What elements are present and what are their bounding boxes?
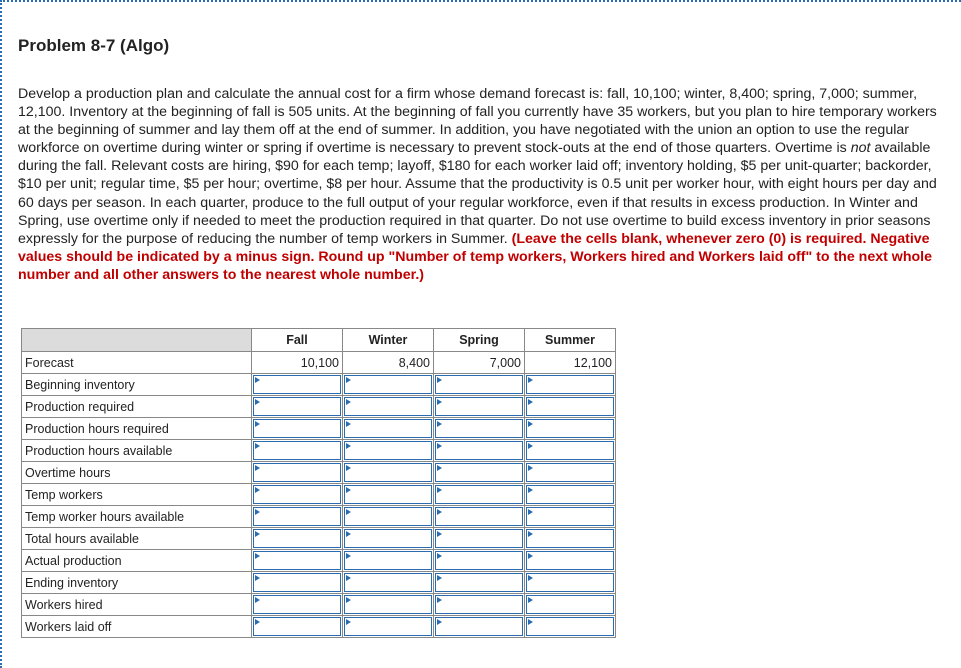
- forecast-row: [22, 352, 616, 374]
- forecast-value-fall: 10,100: [252, 352, 343, 374]
- row-label-overtime-hours: Overtime hours: [22, 462, 252, 484]
- problem-instructions: (Leave the cells blank, whenever zero (0) is required. Negative values should be indicated by a minus sign. Round up "Number of temp workers, Workers hired and Workers laid off" to the next whole number and all other answers to the nearest whole number.): [18, 230, 932, 283]
- row-label-workers-hired: Workers hired: [22, 594, 252, 616]
- row-label-forecast: Forecast: [22, 352, 252, 374]
- cell-beginning-inventory-winter: [343, 374, 434, 396]
- column-header-winter: Winter: [343, 329, 434, 352]
- cell-temp-worker-hours-available-spring: [434, 506, 525, 528]
- cell-production-required-spring: [434, 396, 525, 418]
- problem-text: [18, 85, 952, 284]
- temp-workers-fall-input[interactable]: [253, 485, 341, 504]
- cell-workers-laid-off-spring: [434, 616, 525, 638]
- ending-inventory-summer-input[interactable]: [526, 573, 614, 592]
- cell-production-required-winter: [343, 396, 434, 418]
- overtime-hours-winter-input[interactable]: [344, 463, 432, 482]
- workers-hired-summer-input[interactable]: [526, 595, 614, 614]
- cell-total-hours-available-spring: [434, 528, 525, 550]
- cell-production-hours-available-fall: [252, 440, 343, 462]
- production-hours-required-spring-input[interactable]: [435, 419, 523, 438]
- beginning-inventory-winter-input[interactable]: [344, 375, 432, 394]
- cell-temp-worker-hours-available-summer: [525, 506, 616, 528]
- production-plan-table: [21, 328, 616, 638]
- forecast-value-spring: 7,000: [434, 352, 525, 374]
- table-row: [22, 506, 616, 528]
- total-hours-available-spring-input[interactable]: [435, 529, 523, 548]
- cell-overtime-hours-fall: [252, 462, 343, 484]
- cell-ending-inventory-summer: [525, 572, 616, 594]
- workers-hired-spring-input[interactable]: [435, 595, 523, 614]
- cell-overtime-hours-summer: [525, 462, 616, 484]
- problem-text-emphasis: not: [850, 140, 871, 157]
- total-hours-available-summer-input[interactable]: [526, 529, 614, 548]
- cell-overtime-hours-winter: [343, 462, 434, 484]
- production-hours-available-summer-input[interactable]: [526, 441, 614, 460]
- table-header-row: [22, 329, 616, 352]
- cell-production-hours-available-spring: [434, 440, 525, 462]
- cell-workers-hired-spring: [434, 594, 525, 616]
- workers-hired-fall-input[interactable]: [253, 595, 341, 614]
- table-row: [22, 550, 616, 572]
- overtime-hours-summer-input[interactable]: [526, 463, 614, 482]
- temp-workers-spring-input[interactable]: [435, 485, 523, 504]
- table-row: [22, 440, 616, 462]
- problem-text-part1: Develop a production plan and calculate the annual cost for a firm whose demand forecast is: fall, 10,100; winter, 8,400; spring, 7,000; summer, 12,100. Inventory at the beginning of fall is 505 units. At the beginning of fall you currently have 35 workers, but you plan to hire temporary workers at the beginning of summer and lay them off at the end of summer. In addition, you have negotiated with the union an option to use the regular workforce on overtime during winter or spring if overtime is necessary to prevent stock-outs at the end of those quarters. Overtime is: [18, 86, 937, 157]
- production-hours-required-fall-input[interactable]: [253, 419, 341, 438]
- cell-production-required-summer: [525, 396, 616, 418]
- ending-inventory-fall-input[interactable]: [253, 573, 341, 592]
- temp-worker-hours-available-spring-input[interactable]: [435, 507, 523, 526]
- table-row: [22, 374, 616, 396]
- workers-laid-off-spring-input[interactable]: [435, 617, 523, 636]
- cell-workers-laid-off-summer: [525, 616, 616, 638]
- row-label-production-hours-available: Production hours available: [22, 440, 252, 462]
- production-hours-required-winter-input[interactable]: [344, 419, 432, 438]
- overtime-hours-spring-input[interactable]: [435, 463, 523, 482]
- cell-ending-inventory-winter: [343, 572, 434, 594]
- column-header-fall: Fall: [252, 329, 343, 352]
- production-hours-available-fall-input[interactable]: [253, 441, 341, 460]
- cell-total-hours-available-winter: [343, 528, 434, 550]
- actual-production-summer-input[interactable]: [526, 551, 614, 570]
- cell-total-hours-available-summer: [525, 528, 616, 550]
- cell-temp-workers-spring: [434, 484, 525, 506]
- table-row: [22, 418, 616, 440]
- cell-temp-worker-hours-available-winter: [343, 506, 434, 528]
- table-row: [22, 396, 616, 418]
- cell-workers-laid-off-fall: [252, 616, 343, 638]
- cell-beginning-inventory-summer: [525, 374, 616, 396]
- production-required-spring-input[interactable]: [435, 397, 523, 416]
- row-label-actual-production: Actual production: [22, 550, 252, 572]
- workers-laid-off-summer-input[interactable]: [526, 617, 614, 636]
- production-required-fall-input[interactable]: [253, 397, 341, 416]
- cell-total-hours-available-fall: [252, 528, 343, 550]
- actual-production-spring-input[interactable]: [435, 551, 523, 570]
- cell-overtime-hours-spring: [434, 462, 525, 484]
- row-label-temp-worker-hours-available: Temp worker hours available: [22, 506, 252, 528]
- problem-title: Problem 8-7 (Algo): [18, 36, 170, 55]
- cell-beginning-inventory-spring: [434, 374, 525, 396]
- production-hours-required-summer-input[interactable]: [526, 419, 614, 438]
- table-corner-cell: [22, 329, 252, 352]
- cell-temp-workers-fall: [252, 484, 343, 506]
- ending-inventory-winter-input[interactable]: [344, 573, 432, 592]
- table-row: [22, 572, 616, 594]
- production-required-winter-input[interactable]: [344, 397, 432, 416]
- cell-actual-production-summer: [525, 550, 616, 572]
- beginning-inventory-fall-input[interactable]: [253, 375, 341, 394]
- temp-worker-hours-available-winter-input[interactable]: [344, 507, 432, 526]
- row-label-temp-workers: Temp workers: [22, 484, 252, 506]
- table-row: [22, 462, 616, 484]
- cell-beginning-inventory-fall: [252, 374, 343, 396]
- temp-workers-winter-input[interactable]: [344, 485, 432, 504]
- table-row: [22, 484, 616, 506]
- total-hours-available-fall-input[interactable]: [253, 529, 341, 548]
- cell-production-hours-available-winter: [343, 440, 434, 462]
- actual-production-fall-input[interactable]: [253, 551, 341, 570]
- forecast-value-winter: 8,400: [343, 352, 434, 374]
- beginning-inventory-summer-input[interactable]: [526, 375, 614, 394]
- row-label-total-hours-available: Total hours available: [22, 528, 252, 550]
- forecast-value-summer: 12,100: [525, 352, 616, 374]
- cell-actual-production-fall: [252, 550, 343, 572]
- cell-workers-hired-fall: [252, 594, 343, 616]
- actual-production-winter-input[interactable]: [344, 551, 432, 570]
- table-row: [22, 594, 616, 616]
- production-hours-available-spring-input[interactable]: [435, 441, 523, 460]
- cell-temp-worker-hours-available-fall: [252, 506, 343, 528]
- workers-laid-off-winter-input[interactable]: [344, 617, 432, 636]
- table-row: [22, 528, 616, 550]
- cell-workers-hired-summer: [525, 594, 616, 616]
- cell-ending-inventory-fall: [252, 572, 343, 594]
- cell-actual-production-winter: [343, 550, 434, 572]
- workers-hired-winter-input[interactable]: [344, 595, 432, 614]
- cell-production-required-fall: [252, 396, 343, 418]
- problem-text-part2: available during the fall. Relevant costs are hiring, $90 for each temp; layoff, $180 for each worker laid off; inventory holding, $5 per unit-quarter; backorder, $10 per unit; regular time, $5 per hour; overtime, $8 per hour. Assume that the productivity is 0.5 unit per worker hour, with eight hours per day and 60 days per season. In each quarter, produce to the full output of your regular workforce, even if that results in excess production. In Winter and Spring, use overtime only if needed to meet the production required in that quarter. Do not use overtime to build excess inventory in prior seasons expressly for the purpose of reducing the number of temp workers in Summer.: [18, 140, 937, 247]
- production-hours-available-winter-input[interactable]: [344, 441, 432, 460]
- ending-inventory-spring-input[interactable]: [435, 573, 523, 592]
- temp-worker-hours-available-fall-input[interactable]: [253, 507, 341, 526]
- row-label-production-hours-required: Production hours required: [22, 418, 252, 440]
- workers-laid-off-fall-input[interactable]: [253, 617, 341, 636]
- column-header-summer: Summer: [525, 329, 616, 352]
- total-hours-available-winter-input[interactable]: [344, 529, 432, 548]
- row-label-workers-laid-off: Workers laid off: [22, 616, 252, 638]
- cell-workers-laid-off-winter: [343, 616, 434, 638]
- cell-production-hours-required-winter: [343, 418, 434, 440]
- column-header-spring: Spring: [434, 329, 525, 352]
- cell-temp-workers-winter: [343, 484, 434, 506]
- row-label-production-required: Production required: [22, 396, 252, 418]
- beginning-inventory-spring-input[interactable]: [435, 375, 523, 394]
- production-required-summer-input[interactable]: [526, 397, 614, 416]
- row-label-beginning-inventory: Beginning inventory: [22, 374, 252, 396]
- cell-production-hours-required-summer: [525, 418, 616, 440]
- table-row: [22, 616, 616, 638]
- temp-worker-hours-available-summer-input[interactable]: [526, 507, 614, 526]
- cell-production-hours-required-spring: [434, 418, 525, 440]
- cell-actual-production-spring: [434, 550, 525, 572]
- cell-production-hours-available-summer: [525, 440, 616, 462]
- cell-production-hours-required-fall: [252, 418, 343, 440]
- cell-temp-workers-summer: [525, 484, 616, 506]
- temp-workers-summer-input[interactable]: [526, 485, 614, 504]
- row-label-ending-inventory: Ending inventory: [22, 572, 252, 594]
- cell-ending-inventory-spring: [434, 572, 525, 594]
- overtime-hours-fall-input[interactable]: [253, 463, 341, 482]
- cell-workers-hired-winter: [343, 594, 434, 616]
